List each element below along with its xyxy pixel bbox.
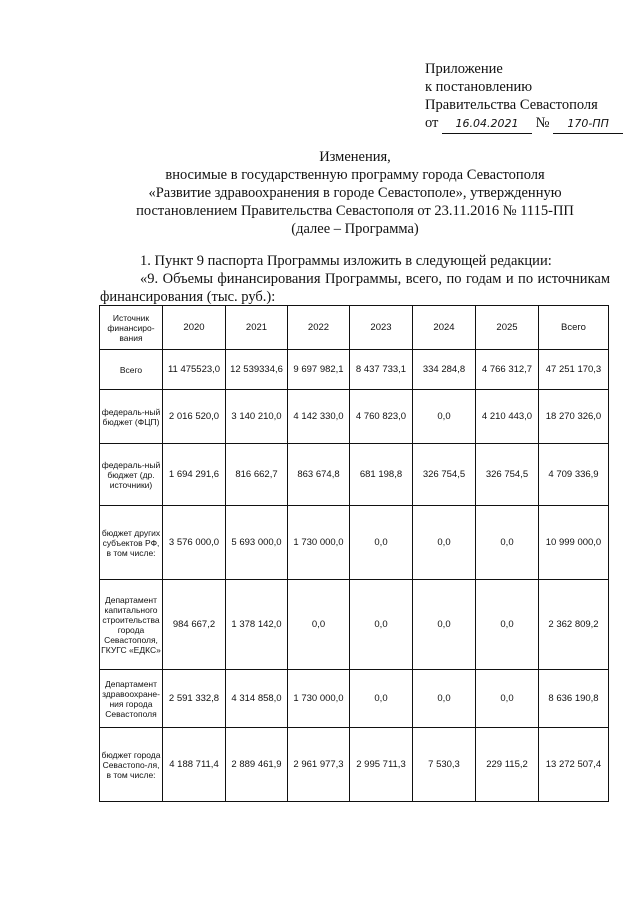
document-title (100, 148, 610, 238)
number-label: № (535, 115, 550, 131)
title-line-1: Изменения, (319, 149, 391, 165)
table-cell: 1 378 142,0 (226, 580, 288, 670)
table-cell: федераль-ный бюджет (др. источники) (100, 444, 163, 506)
table-cell: 4 760 823,0 (350, 390, 413, 444)
header-cell: 2025 (476, 306, 539, 350)
header-cell: 2021 (226, 306, 288, 350)
table-cell: 0,0 (350, 506, 413, 580)
header-cell: 2020 (163, 306, 226, 350)
appendix-line-3: Правительства Севастополя (425, 97, 598, 113)
title-line-3: «Развитие здравоохранения в городе Севастополе», утвержденную (148, 185, 562, 201)
table-cell: 816 662,7 (226, 444, 288, 506)
table-cell: 9 697 982,1 (288, 350, 350, 390)
table-row (100, 728, 609, 802)
table-cell: 4 766 312,7 (476, 350, 539, 390)
table-cell: 1 730 000,0 (288, 506, 350, 580)
table-cell: 0,0 (350, 670, 413, 728)
appendix-line-1: Приложение (425, 61, 503, 77)
table-row (100, 390, 609, 444)
header-cell: Всего (539, 306, 609, 350)
table-cell: 4 142 330,0 (288, 390, 350, 444)
financing-table (99, 305, 609, 802)
table-cell: Департамент капитального строительства города Севастополя, ГКУГС «ЕДКС» (100, 580, 163, 670)
table-cell: 3 140 210,0 (226, 390, 288, 444)
paragraph-2: «9. Объемы финансирования Программы, всего, по годам и по источникам финансирования (тыс. руб.): (100, 271, 610, 305)
table-cell: 11 475523,0 (163, 350, 226, 390)
table-cell: 4 314 858,0 (226, 670, 288, 728)
table-row (100, 506, 609, 580)
table-cell: 8 437 733,1 (350, 350, 413, 390)
table-cell: 334 284,8 (413, 350, 476, 390)
header-cell: 2024 (413, 306, 476, 350)
table-cell: 18 270 326,0 (539, 390, 609, 444)
table-cell: 0,0 (413, 506, 476, 580)
table-cell: 0,0 (288, 580, 350, 670)
table-cell: 0,0 (413, 580, 476, 670)
table-cell: 2 889 461,9 (226, 728, 288, 802)
table-row (100, 350, 609, 390)
table-cell: 326 754,5 (476, 444, 539, 506)
table-cell: 0,0 (476, 506, 539, 580)
table-cell: 10 999 000,0 (539, 506, 609, 580)
appendix-line-4 (425, 114, 623, 134)
table-cell: 2 995 711,3 (350, 728, 413, 802)
table-cell: 2 961 977,3 (288, 728, 350, 802)
table-cell: федераль-ный бюджет (ФЦП) (100, 390, 163, 444)
table-cell: 1 730 000,0 (288, 670, 350, 728)
table-cell: 7 530,3 (413, 728, 476, 802)
appendix-block (425, 60, 623, 134)
header-cell: 2023 (350, 306, 413, 350)
table-cell: 863 674,8 (288, 444, 350, 506)
handwritten-number: 170-ПП (553, 115, 623, 134)
from-label: от (425, 115, 439, 131)
title-line-4: постановлением Правительства Севастополя от 23.11.2016 № 1115-ПП (136, 203, 574, 219)
table-cell: 13 272 507,4 (539, 728, 609, 802)
table-cell: 681 198,8 (350, 444, 413, 506)
table-cell: 5 693 000,0 (226, 506, 288, 580)
header-cell: Источник финансиро-вания (100, 306, 163, 350)
table-cell: 3 576 000,0 (163, 506, 226, 580)
table-cell: 4 188 711,4 (163, 728, 226, 802)
table-cell: 12 539334,6 (226, 350, 288, 390)
appendix-line-2: к постановлению (425, 79, 533, 95)
table-cell: 0,0 (413, 670, 476, 728)
title-line-2: вносимые в государственную программу города Севастополя (165, 167, 545, 183)
table-cell: 326 754,5 (413, 444, 476, 506)
title-line-5: (далее – Программа) (291, 221, 419, 237)
table-cell: 0,0 (350, 580, 413, 670)
table-cell: 0,0 (413, 390, 476, 444)
table-cell: 0,0 (476, 670, 539, 728)
table-cell: 0,0 (476, 580, 539, 670)
table-cell: бюджет города Севастопо-ля, в том числе: (100, 728, 163, 802)
table-row (100, 444, 609, 506)
header-cell: 2022 (288, 306, 350, 350)
handwritten-date: 16.04.2021 (442, 115, 532, 134)
table-row (100, 670, 609, 728)
table-cell: бюджет других субъектов РФ, в том числе: (100, 506, 163, 580)
table-cell: 1 694 291,6 (163, 444, 226, 506)
paragraph-1: 1. Пункт 9 паспорта Программы изложить в следующей редакции: (140, 253, 552, 269)
table-cell: Департамент здравоохране-ния города Севастополя (100, 670, 163, 728)
table-row (100, 580, 609, 670)
table-header-row (100, 306, 609, 350)
table-cell: 984 667,2 (163, 580, 226, 670)
table-cell: 2 362 809,2 (539, 580, 609, 670)
table-cell: 229 115,2 (476, 728, 539, 802)
table-cell: 2 591 332,8 (163, 670, 226, 728)
table-cell: 47 251 170,3 (539, 350, 609, 390)
table-cell: 4 210 443,0 (476, 390, 539, 444)
table-cell: 2 016 520,0 (163, 390, 226, 444)
table-cell: Всего (100, 350, 163, 390)
table-cell: 4 709 336,9 (539, 444, 609, 506)
table-cell: 8 636 190,8 (539, 670, 609, 728)
